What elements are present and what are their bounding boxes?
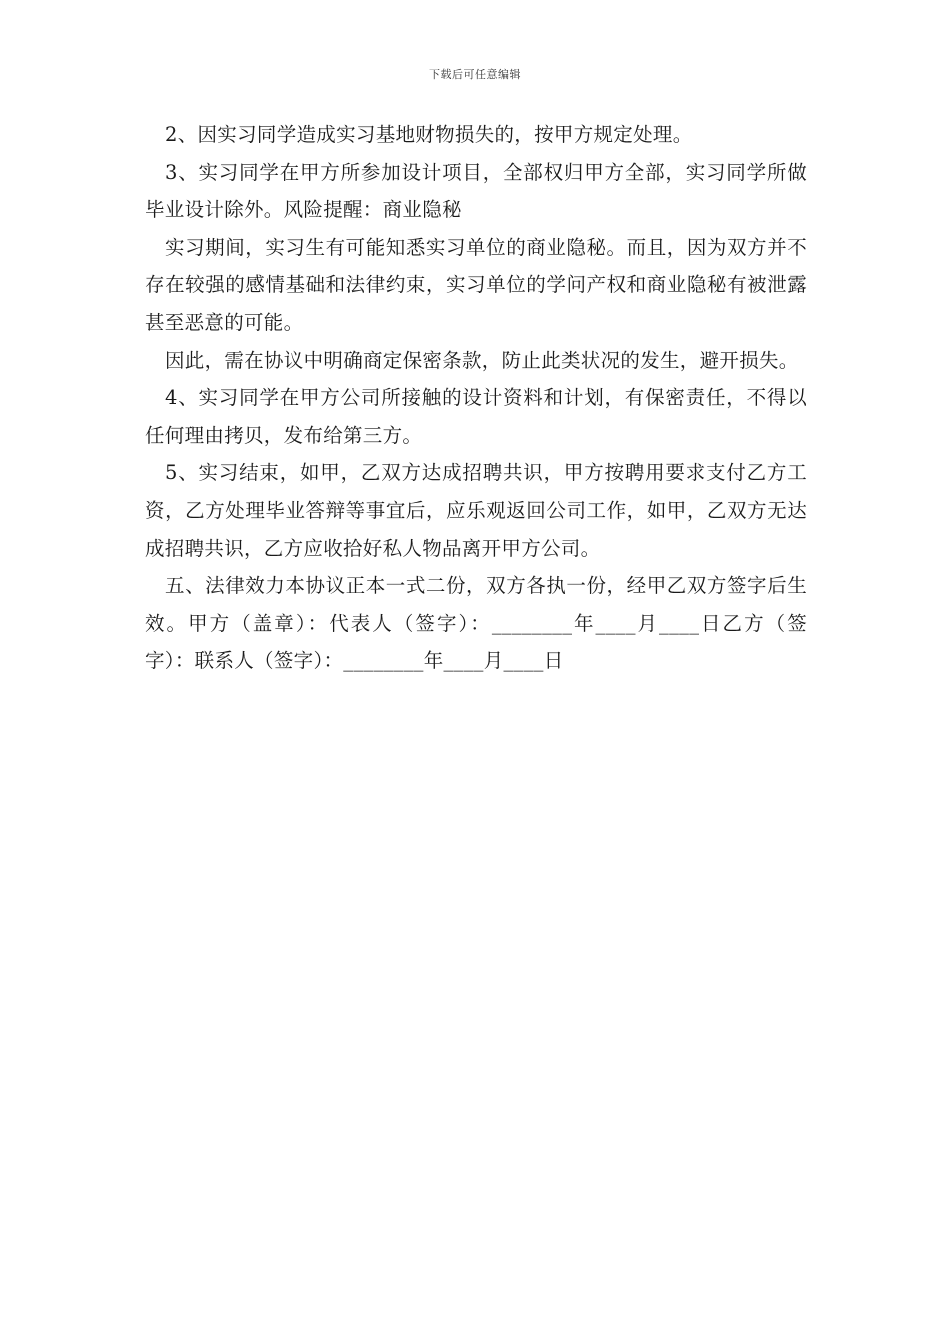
paragraph-legal-effect-signatures: 五、法律效力本协议正本一式二份，双方各执一份，经甲乙双方签字后生效。甲方（盖章）：代表人（签字）：________年____月____日乙方（签字）：联系人（签字）：________年____月____日 xyxy=(145,574,807,673)
document-body xyxy=(145,116,807,680)
paragraph-clause-5: 5、实习结束，如甲，乙双方达成招聘共识，甲方按聘用要求支付乙方工资，乙方处理毕业答辩等事宜后，应乐观返回公司工作，如甲，乙双方无达成招聘共识，乙方应收拾好私人物品离开甲方公司。 xyxy=(145,461,807,560)
paragraph-trade-secret-risk: 实习期间，实习生有可能知悉实习单位的商业隐秘。而且，因为双方并不存在较强的感情基础和法律约束，实习单位的学问产权和商业隐秘有被泄露甚至恶意的可能。 xyxy=(145,235,807,334)
paragraph-clause-4: 4、实习同学在甲方公司所接触的设计资料和计划，有保密责任，不得以任何理由拷贝，发布给第三方。 xyxy=(145,386,807,447)
paragraph-clause-3: 3、实习同学在甲方所参加设计项目，全部权归甲方全部，实习同学所做毕业设计除外。风险提醒：商业隐秘 xyxy=(145,160,807,222)
paragraph-confidentiality-advice: 因此，需在协议中明确商定保密条款，防止此类状况的发生，避开损失。 xyxy=(165,348,799,372)
page-header-note: 下载后可任意编辑 xyxy=(429,68,521,81)
paragraph-clause-2: 2、因实习同学造成实习基地财物损失的，按甲方规定处理。 xyxy=(165,123,693,146)
